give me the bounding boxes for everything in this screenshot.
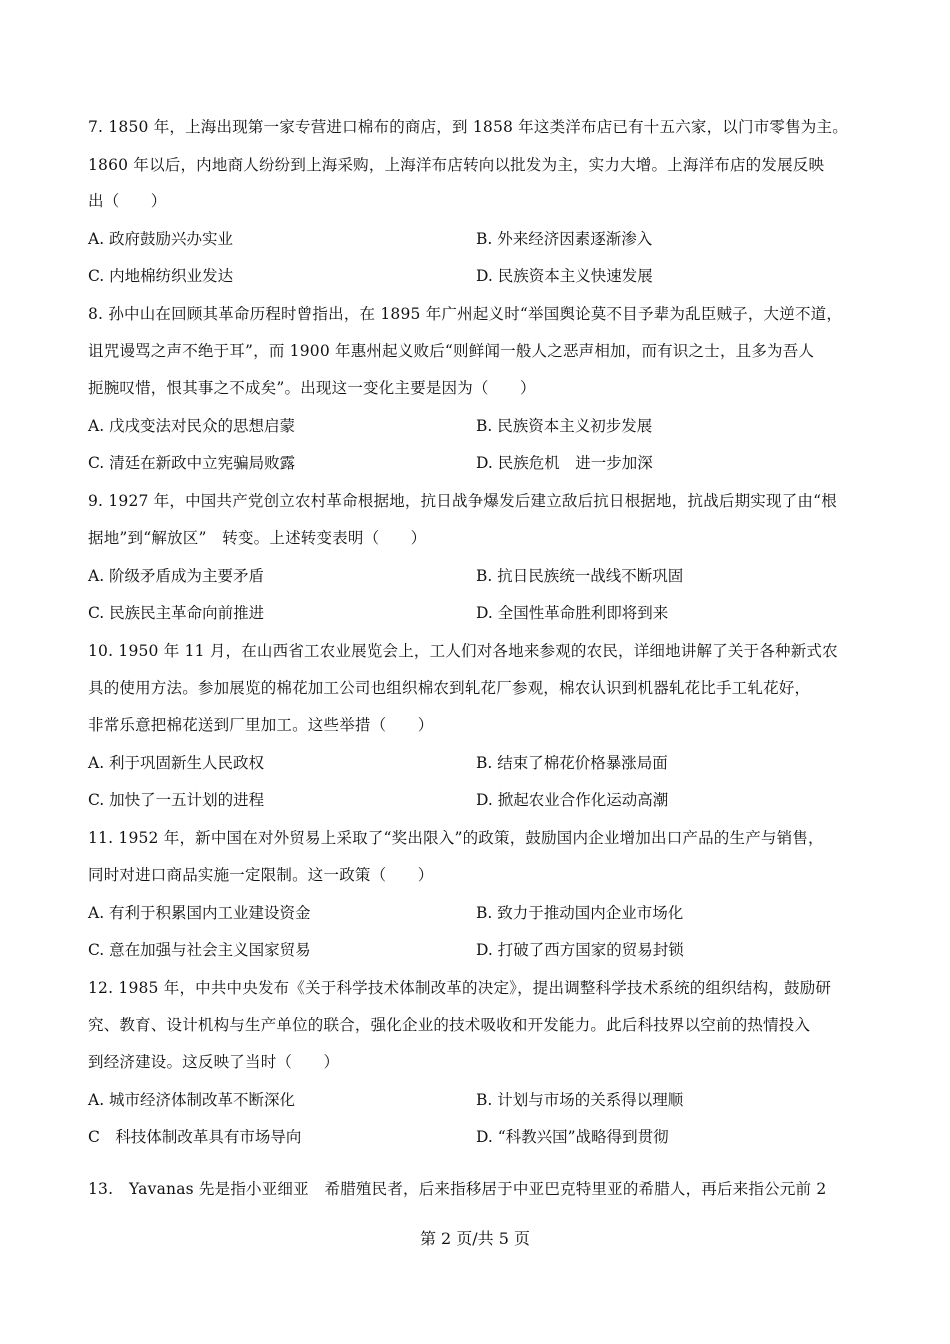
q11-option-c: C. 意在加强与社会主义国家贸易 (88, 941, 311, 959)
q12-option-d: D. “科教兴国”战略得到贯彻 (476, 1128, 669, 1146)
q12-option-c: C 科技体制改革具有市场导向 (88, 1128, 302, 1146)
q10-option-d: D. 掀起农业合作化运动高潮 (476, 791, 669, 809)
q11-line-1: 11. 1952 年，新中国在对外贸易上采取了“奖出限入”的政策，鼓励国内企业增加出口产品的生产与销售， (88, 829, 824, 847)
q7-option-b: B. 外来经济因素逐渐渗入 (476, 230, 653, 248)
q11-option-a: A. 有利于积累国内工业建设资金 (88, 904, 311, 922)
q12-line-2: 究、教育、设计机构与生产单位的联合，强化企业的技术吸收和开发能力。此后科技界以空前的热情投入 (88, 1016, 811, 1034)
q12-line-1: 12. 1985 年，中共中央发布《关于科学技术体制改革的决定》，提出调整科学技术系统的组织结构，鼓励研 (88, 979, 832, 997)
q12-option-b: B. 计划与市场的关系得以理顺 (476, 1091, 684, 1109)
q9-option-a: A. 阶级矛盾成为主要矛盾 (88, 567, 265, 585)
page-number: 第 2 页/共 5 页 (419, 1229, 531, 1248)
q8-option-c: C. 清廷在新政中立宪骗局败露 (88, 454, 296, 472)
q8-option-b: B. 民族资本主义初步发展 (476, 417, 653, 435)
q7-option-d: D. 民族资本主义快速发展 (476, 267, 653, 285)
q10-line-2: 具的使用方法。参加展览的棉花加工公司也组织棉农到轧花厂参观，棉农认识到机器轧花比手工轧花好， (88, 679, 811, 697)
q12-line-3: 到经济建设。这反映了当时（ ） (88, 1053, 340, 1071)
q7-line-3: 出（ ） (88, 192, 167, 210)
q10-line-1: 10. 1950 年 11 月，在山西省工农业展览会上，工人们对各地来参观的农民，详细地讲解了关于各种新式农 (88, 642, 838, 660)
q10-option-a: A. 利于巩固新生人民政权 (88, 754, 265, 772)
q10-line-3: 非常乐意把棉花送到厂里加工。这些举措（ ） (88, 716, 434, 734)
q11-option-d: D. 打破了西方国家的贸易封锁 (476, 941, 684, 959)
q12-option-a: A. 城市经济体制改革不断深化 (88, 1091, 296, 1109)
q8-line-3: 扼腕叹惜，恨其事之不成矣”。出现这一变化主要是因为（ ） (88, 379, 536, 397)
q8-option-a: A. 戊戌变法对民众的思想启蒙 (88, 417, 296, 435)
q7-line-1: 7. 1850 年，上海出现第一家专营进口棉布的商店，到 1858 年这类洋布店已有十五六家，以门市零售为主。 (88, 118, 848, 136)
q9-option-b: B. 抗日民族统一战线不断巩固 (476, 567, 684, 585)
q9-option-c: C. 民族民主革命向前推进 (88, 604, 265, 622)
q8-option-d: D. 民族危机 进一步加深 (476, 454, 653, 472)
q11-line-2: 同时对进口商品实施一定限制。这一政策（ ） (88, 866, 434, 884)
q9-option-d: D. 全国性革命胜利即将到来 (476, 604, 669, 622)
q10-option-b: B. 结束了棉花价格暴涨局面 (476, 754, 668, 772)
q9-line-2: 据地”到“解放区” 转变。上述转变表明（ ） (88, 529, 427, 547)
q11-option-b: B. 致力于推动国内企业市场化 (476, 904, 684, 922)
q7-option-c: C. 内地棉纺织业发达 (88, 267, 234, 285)
q7-option-a: A. 政府鼓励兴办实业 (88, 230, 234, 248)
q10-option-c: C. 加快了一五计划的进程 (88, 791, 265, 809)
q8-line-2: 诅咒谩骂之声不绝于耳”，而 1900 年惠州起义败后“则鲜闻一般人之恶声相加，而有识之士，且多为吾人 (88, 342, 815, 360)
q7-line-2: 1860 年以后，内地商人纷纷到上海采购，上海洋布店转向以批发为主，实力大增。上海洋布店的发展反映 (88, 156, 825, 174)
q8-line-1: 8. 孙中山在回顾其革命历程时曾指出，在 1895 年广州起义时“举国舆论莫不目予辈为乱臣贼子，大逆不道， (88, 305, 843, 323)
q9-line-1: 9. 1927 年，中国共产党创立农村革命根据地，抗日战争爆发后建立敌后抗日根据地，抗战后期实现了由“根 (88, 492, 837, 510)
q13-line-1: 13. Yavanas 先是指小亚细亚 希腊殖民者，后来指移居于中亚巴克特里亚的希腊人，再后来指公元前 2 (88, 1180, 827, 1198)
